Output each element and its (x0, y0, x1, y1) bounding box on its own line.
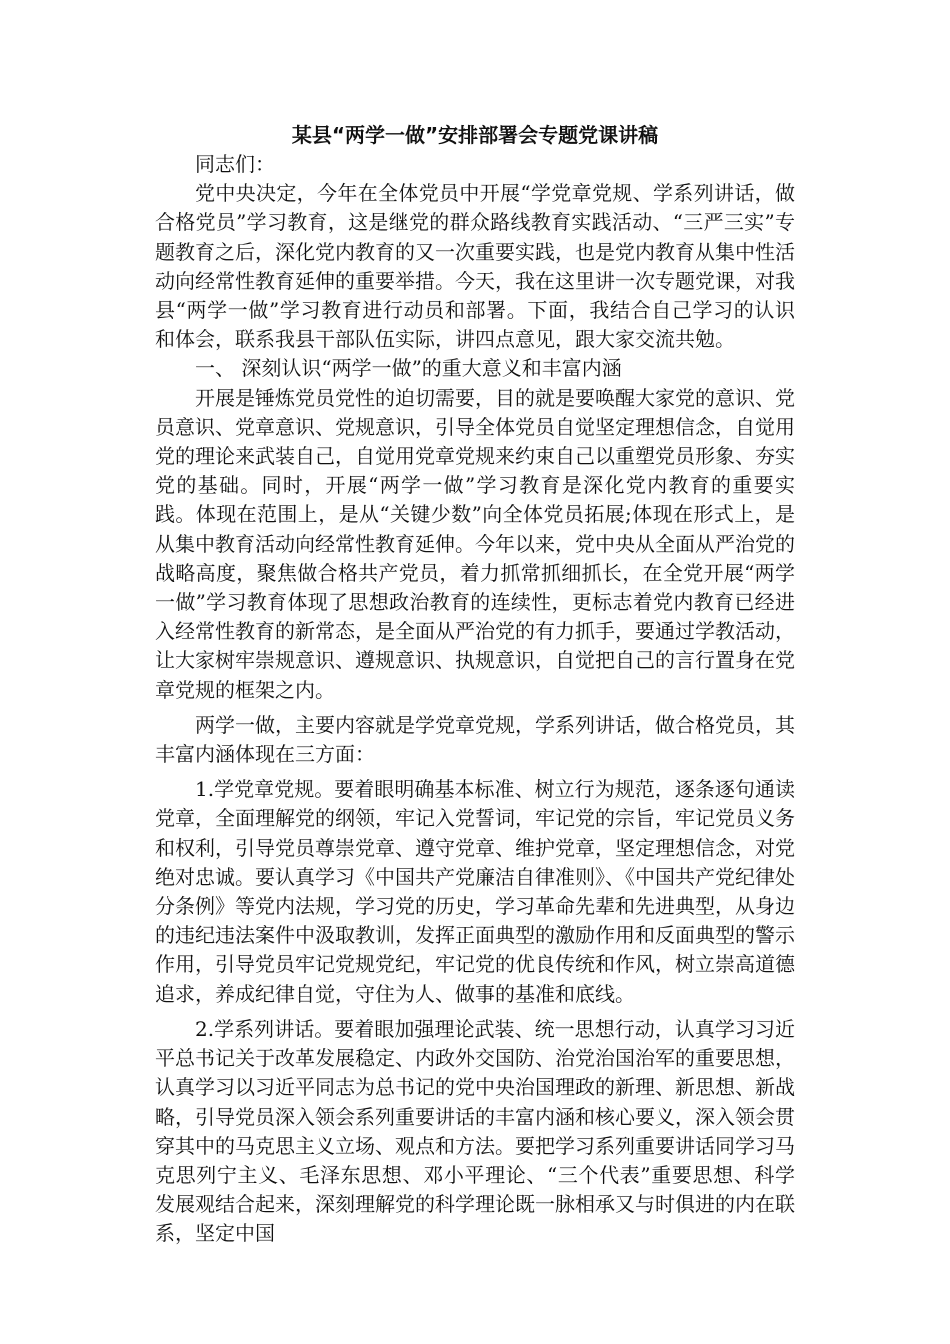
intro-paragraph: 党中央决定，今年在全体党员中开展“学党章党规、学系列讲话，做合格党员”学习教育，这是继党的群众路线教育实践活动、“三严三实”专题教育之后，深化党内教育的又一次重要实践，也是党内教育从集中性活动向经常性教育延伸的重要举措。今天，我在这里讲一次专题党课，对我县“两学一做”学习教育进行动员和部署。下面，我结合自己学习的认识和体会，联系我县干部队伍实际，讲四点意见，跟大家交流共勉。 (155, 181, 795, 352)
study-party-rules-paragraph: 1.学党章党规。要着眼明确基本标准、树立行为规范，逐条逐句通读党章，全面理解党的纲领，牢记入党誓词，牢记党的宗旨，牢记党员义务和权利，引导党员尊崇党章、遵守党章、维护党章，坚定理想信念，对党绝对忠诚。要认真学习《中国共产党廉洁自律准则》、《中国共产党纪律处分条例》等党内法规，学习党的历史，学习革命先辈和先进典型，从身边的违纪违法案件中汲取教训，发挥正面典型的激励作用和反面典型的警示作用，引导党员牢记党规党纪，牢记党的优良传统和作风，树立崇高道德追求，养成纪律自觉，守住为人、做事的基准和底线。 (155, 777, 795, 1006)
document-page (155, 120, 795, 1249)
section-heading-1: 一、 深刻认识“两学一做”的重大意义和丰富内涵 (195, 356, 622, 381)
document-title: 某县“两学一做”安排部署会专题党课讲稿 (291, 123, 659, 147)
greeting: 同志们： (195, 152, 275, 176)
significance-paragraph: 开展是锤炼党员党性的迫切需要，目的就是要唤醒大家党的意识、党员意识、党章意识、党规意识，引导全体党员自觉坚定理想信念，自觉用党的理论来武装自己，自觉用党章党规来约束自己以重塑党员形象、夯实党的基础。同时，开展“两学一做”学习教育是深化党内教育的重要实践。体现在范围上，是从“关键少数”向全体党员拓展;体现在形式上，是从集中教育活动向经常性教育延伸。今年以来，党中央从全面从严治党的战略高度，聚焦做合格共产党员，着力抓常抓细抓长，在全党开展“两学一做”学习教育体现了思想政治教育的连续性，更标志着党内教育已经进入经常性教育的新常态，是全面从严治党的有力抓手，要通过学教活动，让大家树牢崇规意识、遵规意识、执规意识，自觉把自己的言行置身在党章党规的框架之内。 (155, 385, 795, 702)
study-speeches-paragraph: 2.学系列讲话。要着眼加强理论武装、统一思想行动，认真学习习近平总书记关于改革发展稳定、内政外交国防、治党治国治军的重要思想，认真学习以习近平同志为总书记的党中央治国理政的新理、新思想、新战略，引导党员深入领会系列重要讲话的丰富内涵和核心要义，深入领会贯穿其中的马克思主义立场、观点和方法。要把学习系列重要讲话同学习马克思列宁主义、毛泽东思想、邓小平理论、“三个代表”重要思想、科学发展观结合起来，深刻理解党的科学理论既一脉相承又与时俱进的内在联系，坚定中国 (155, 1016, 795, 1246)
content-paragraph: 两学一做，主要内容就是学党章党规，学系列讲话，做合格党员，其丰富内涵体现在三方面： (155, 712, 795, 767)
